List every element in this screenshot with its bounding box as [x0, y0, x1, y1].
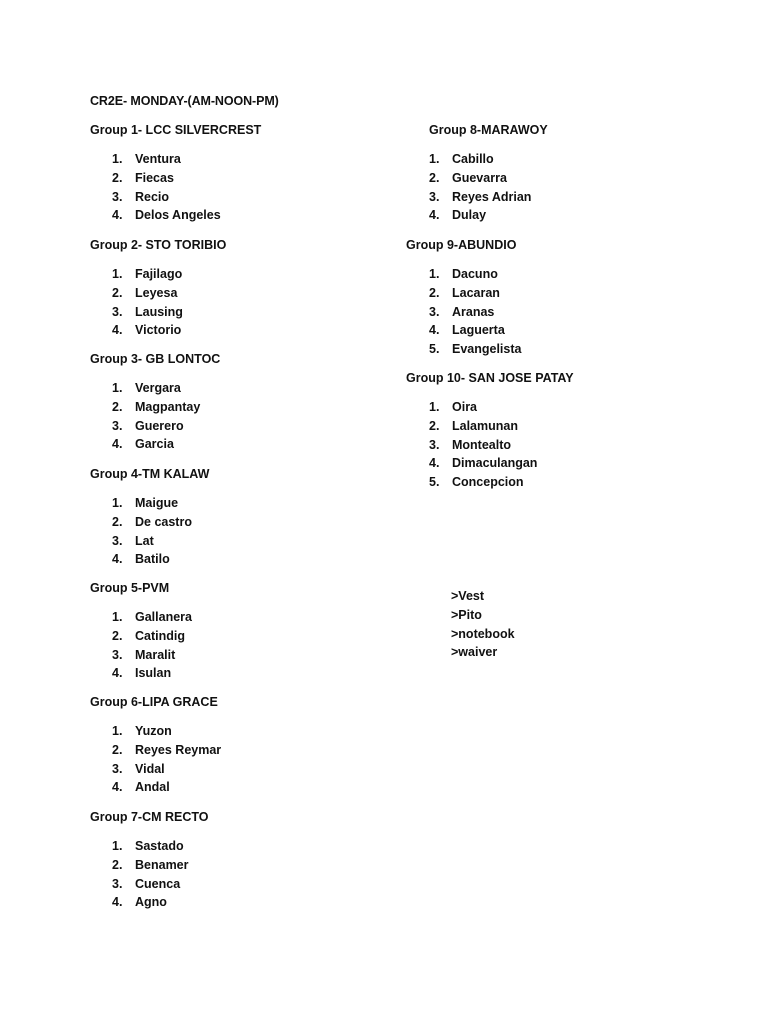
group-heading: Group 6-LIPA GRACE	[90, 695, 218, 709]
list-number: 3.	[112, 876, 123, 891]
group-member	[407, 206, 531, 225]
list-number: 3.	[429, 189, 440, 204]
list-number: 2.	[429, 285, 440, 300]
group-member	[90, 856, 189, 875]
group-member	[407, 284, 521, 303]
list-number: 3.	[112, 761, 123, 776]
group-member	[90, 513, 192, 532]
list-number: 3.	[429, 437, 440, 452]
supply-item: >Pito	[451, 607, 482, 622]
group-member	[90, 284, 183, 303]
group-member	[407, 321, 521, 340]
list-number: 2.	[429, 418, 440, 433]
group-member-list	[90, 722, 221, 797]
group-member	[90, 188, 221, 207]
group-member	[90, 722, 221, 741]
member-name: Garcia	[135, 437, 174, 452]
group-member	[407, 398, 537, 417]
list-number: 1.	[112, 381, 123, 395]
member-name: Montealto	[452, 437, 512, 452]
group-member	[90, 875, 189, 894]
group-member	[90, 893, 189, 912]
group-member-list	[90, 150, 221, 225]
list-number: 1.	[429, 152, 440, 166]
list-number: 3.	[112, 647, 123, 662]
list-number: 4.	[112, 895, 123, 910]
group-member-list	[407, 265, 521, 359]
member-name: Laguerta	[452, 323, 505, 338]
member-name: Cabillo	[452, 152, 494, 166]
member-name: Catindig	[135, 628, 185, 643]
group-member-list	[407, 398, 537, 492]
list-number: 2.	[112, 514, 123, 529]
member-name: Reyes Adrian	[452, 189, 532, 204]
group-member	[407, 188, 531, 207]
list-number: 4.	[112, 437, 123, 452]
group-member	[90, 206, 221, 225]
member-name: Lacaran	[452, 285, 500, 300]
group-member	[90, 321, 183, 340]
member-name: Maigue	[135, 496, 179, 510]
member-name: Ventura	[135, 152, 181, 166]
list-number: 3.	[429, 304, 440, 319]
group-member	[90, 608, 192, 627]
group-member	[407, 265, 521, 284]
list-number: 1.	[112, 839, 123, 853]
list-number: 4.	[112, 780, 123, 795]
member-name: Delos Angeles	[135, 208, 221, 223]
list-number: 4.	[112, 323, 123, 338]
list-number: 2.	[112, 170, 123, 185]
list-number: 4.	[429, 323, 440, 338]
group-member-list	[90, 608, 192, 683]
list-number: 1.	[112, 267, 123, 281]
list-number: 1.	[429, 267, 440, 281]
list-number: 1.	[112, 610, 123, 624]
group-member	[90, 417, 200, 436]
group-member	[407, 169, 531, 188]
list-number: 2.	[112, 742, 123, 757]
member-name: Benamer	[135, 857, 189, 872]
list-number: 1.	[112, 724, 123, 738]
group-member	[90, 494, 192, 513]
group-member	[90, 778, 221, 797]
member-name: Magpantay	[135, 399, 201, 414]
group-member	[90, 265, 183, 284]
member-name: Evangelista	[452, 342, 522, 357]
group-member	[90, 379, 200, 398]
group-heading: Group 2- STO TORIBIO	[90, 238, 227, 252]
member-name: Aranas	[452, 304, 495, 319]
list-number: 2.	[112, 285, 123, 300]
member-name: Fiecas	[135, 170, 174, 185]
member-name: Guevarra	[452, 170, 507, 185]
group-member	[90, 837, 189, 856]
list-number: 2.	[112, 628, 123, 643]
member-name: Yuzon	[135, 724, 172, 738]
member-name: Dulay	[452, 208, 487, 223]
supplies-list	[451, 587, 515, 662]
list-number: 3.	[112, 304, 123, 319]
group-heading: Group 8-MARAWOY	[429, 123, 548, 137]
list-number: 3.	[112, 533, 123, 548]
member-name: Reyes Reymar	[135, 742, 222, 757]
list-number: 1.	[429, 400, 440, 414]
member-name: Guerero	[135, 418, 184, 433]
group-member	[90, 169, 221, 188]
group-member	[407, 303, 521, 322]
list-number: 3.	[112, 418, 123, 433]
group-heading: Group 4-TM KALAW	[90, 467, 210, 481]
group-member	[407, 454, 537, 473]
group-member-list	[90, 265, 183, 340]
member-name: Lat	[135, 533, 154, 548]
group-member-list	[90, 494, 192, 569]
group-member	[90, 741, 221, 760]
member-name: Lalamunan	[452, 418, 518, 433]
member-name: Dimaculangan	[452, 456, 538, 471]
list-number: 5.	[429, 342, 440, 357]
list-number: 4.	[429, 456, 440, 471]
list-number: 5.	[429, 475, 440, 490]
list-number: 4.	[112, 208, 123, 223]
list-number: 2.	[112, 399, 123, 414]
group-member-list	[90, 837, 189, 912]
list-number: 1.	[112, 496, 123, 510]
group-member-list	[90, 379, 200, 454]
list-number: 3.	[112, 189, 123, 204]
member-name: Victorio	[135, 323, 182, 338]
list-number: 4.	[112, 552, 123, 567]
group-member	[407, 436, 537, 455]
supply-item: >waiver	[451, 645, 498, 660]
group-heading: Group 9-ABUNDIO	[406, 238, 517, 252]
group-member-list	[407, 150, 531, 225]
group-member	[90, 150, 221, 169]
list-number: 2.	[429, 170, 440, 185]
group-member	[90, 435, 200, 454]
member-name: Vidal	[135, 761, 165, 776]
member-name: Oira	[452, 400, 478, 414]
document-title: CR2E- MONDAY-(AM-NOON-PM)	[90, 94, 279, 108]
member-name: De castro	[135, 514, 192, 529]
list-number: 4.	[429, 208, 440, 223]
member-name: Cuenca	[135, 876, 181, 891]
member-name: Agno	[135, 895, 167, 910]
group-member	[90, 532, 192, 551]
member-name: Concepcion	[452, 475, 524, 490]
member-name: Andal	[135, 780, 170, 795]
group-member	[90, 303, 183, 322]
group-member	[90, 398, 200, 417]
member-name: Maralit	[135, 647, 176, 662]
group-member	[90, 760, 221, 779]
group-heading: Group 10- SAN JOSE PATAY	[406, 371, 574, 385]
member-name: Leyesa	[135, 285, 178, 300]
supply-item: >Vest	[451, 589, 485, 603]
group-member	[90, 664, 192, 683]
group-heading: Group 5-PVM	[90, 581, 170, 595]
list-number: 4.	[112, 666, 123, 681]
supply-item: >notebook	[451, 626, 515, 641]
group-member	[90, 646, 192, 665]
list-number: 1.	[112, 152, 123, 166]
group-member	[90, 627, 192, 646]
group-heading: Group 1- LCC SILVERCREST	[90, 123, 262, 137]
group-member	[407, 417, 537, 436]
member-name: Isulan	[135, 666, 172, 681]
member-name: Gallanera	[135, 610, 192, 624]
member-name: Batilo	[135, 552, 170, 567]
group-member	[407, 150, 531, 169]
group-heading: Group 7-CM RECTO	[90, 810, 209, 824]
group-member	[407, 340, 521, 359]
member-name: Fajilago	[135, 267, 183, 281]
member-name: Recio	[135, 189, 170, 204]
group-member	[407, 473, 537, 492]
member-name: Lausing	[135, 304, 183, 319]
member-name: Sastado	[135, 839, 184, 853]
group-member	[90, 550, 192, 569]
member-name: Dacuno	[452, 267, 498, 281]
list-number: 2.	[112, 857, 123, 872]
member-name: Vergara	[135, 381, 181, 395]
group-heading: Group 3- GB LONTOC	[90, 352, 221, 366]
